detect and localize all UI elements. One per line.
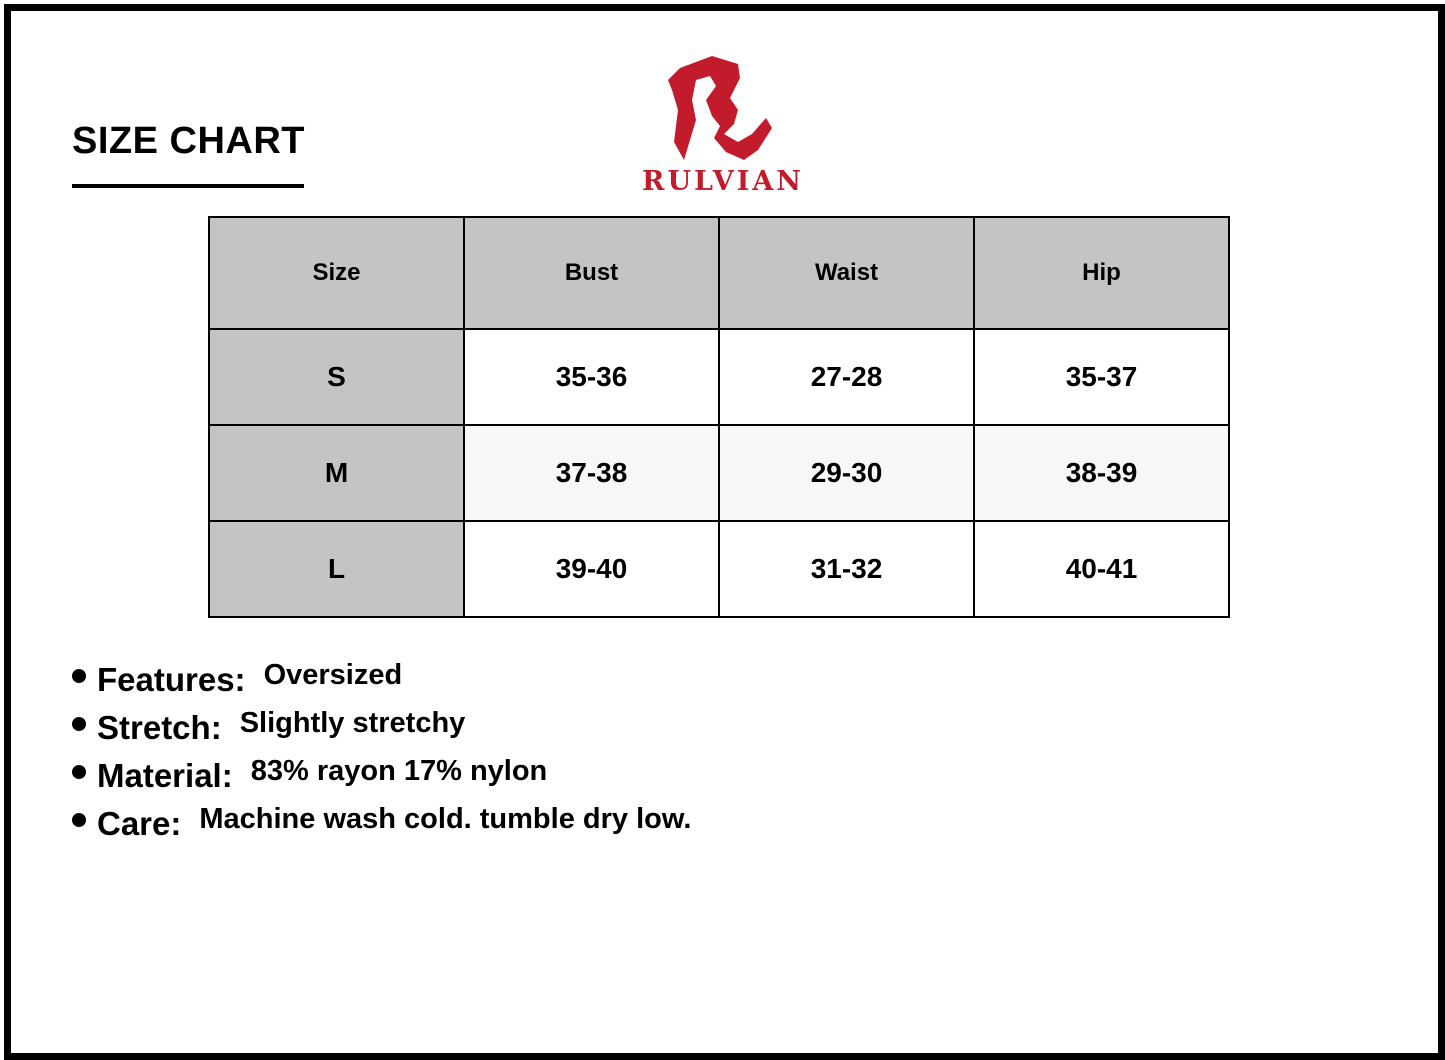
bullet-icon bbox=[72, 717, 86, 731]
column-header-waist: Waist bbox=[719, 217, 974, 329]
spec-item-care bbox=[72, 800, 691, 848]
size-table bbox=[208, 216, 1230, 618]
column-header-bust: Bust bbox=[464, 217, 719, 329]
spec-label: Stretch: bbox=[97, 709, 222, 746]
table-row bbox=[209, 521, 1229, 617]
waist-cell: 31-32 bbox=[719, 521, 974, 617]
size-cell: M bbox=[209, 425, 464, 521]
column-header-size: Size bbox=[209, 217, 464, 329]
waist-cell: 27-28 bbox=[719, 329, 974, 425]
table-row bbox=[209, 425, 1229, 521]
bullet-icon bbox=[72, 813, 86, 827]
spec-label: Care: bbox=[97, 805, 182, 842]
product-specs-list bbox=[72, 656, 691, 848]
hip-cell: 35-37 bbox=[974, 329, 1229, 425]
waist-cell: 29-30 bbox=[719, 425, 974, 521]
hip-cell: 40-41 bbox=[974, 521, 1229, 617]
spec-item-features bbox=[72, 656, 691, 704]
table-header-row bbox=[209, 217, 1229, 329]
spec-value: Oversized bbox=[263, 658, 403, 691]
hip-cell: 38-39 bbox=[974, 425, 1229, 521]
spec-item-material bbox=[72, 752, 691, 800]
size-cell: S bbox=[209, 329, 464, 425]
spec-label: Features: bbox=[97, 661, 246, 698]
bust-cell: 35-36 bbox=[464, 329, 719, 425]
spec-label: Material: bbox=[97, 757, 233, 794]
bust-cell: 39-40 bbox=[464, 521, 719, 617]
table-row bbox=[209, 329, 1229, 425]
size-cell: L bbox=[209, 521, 464, 617]
spec-value: Machine wash cold. tumble dry low. bbox=[199, 802, 692, 835]
brand-name: RULVIAN bbox=[642, 166, 804, 197]
spec-value: Slightly stretchy bbox=[239, 706, 466, 739]
spec-value: 83% rayon 17% nylon bbox=[250, 754, 548, 787]
bust-cell: 37-38 bbox=[464, 425, 719, 521]
spec-item-stretch bbox=[72, 704, 691, 752]
bullet-icon bbox=[72, 765, 86, 779]
page-title: SIZE CHART bbox=[72, 120, 305, 162]
column-header-hip: Hip bbox=[974, 217, 1229, 329]
title-underline bbox=[72, 184, 304, 188]
bullet-icon bbox=[72, 669, 86, 683]
